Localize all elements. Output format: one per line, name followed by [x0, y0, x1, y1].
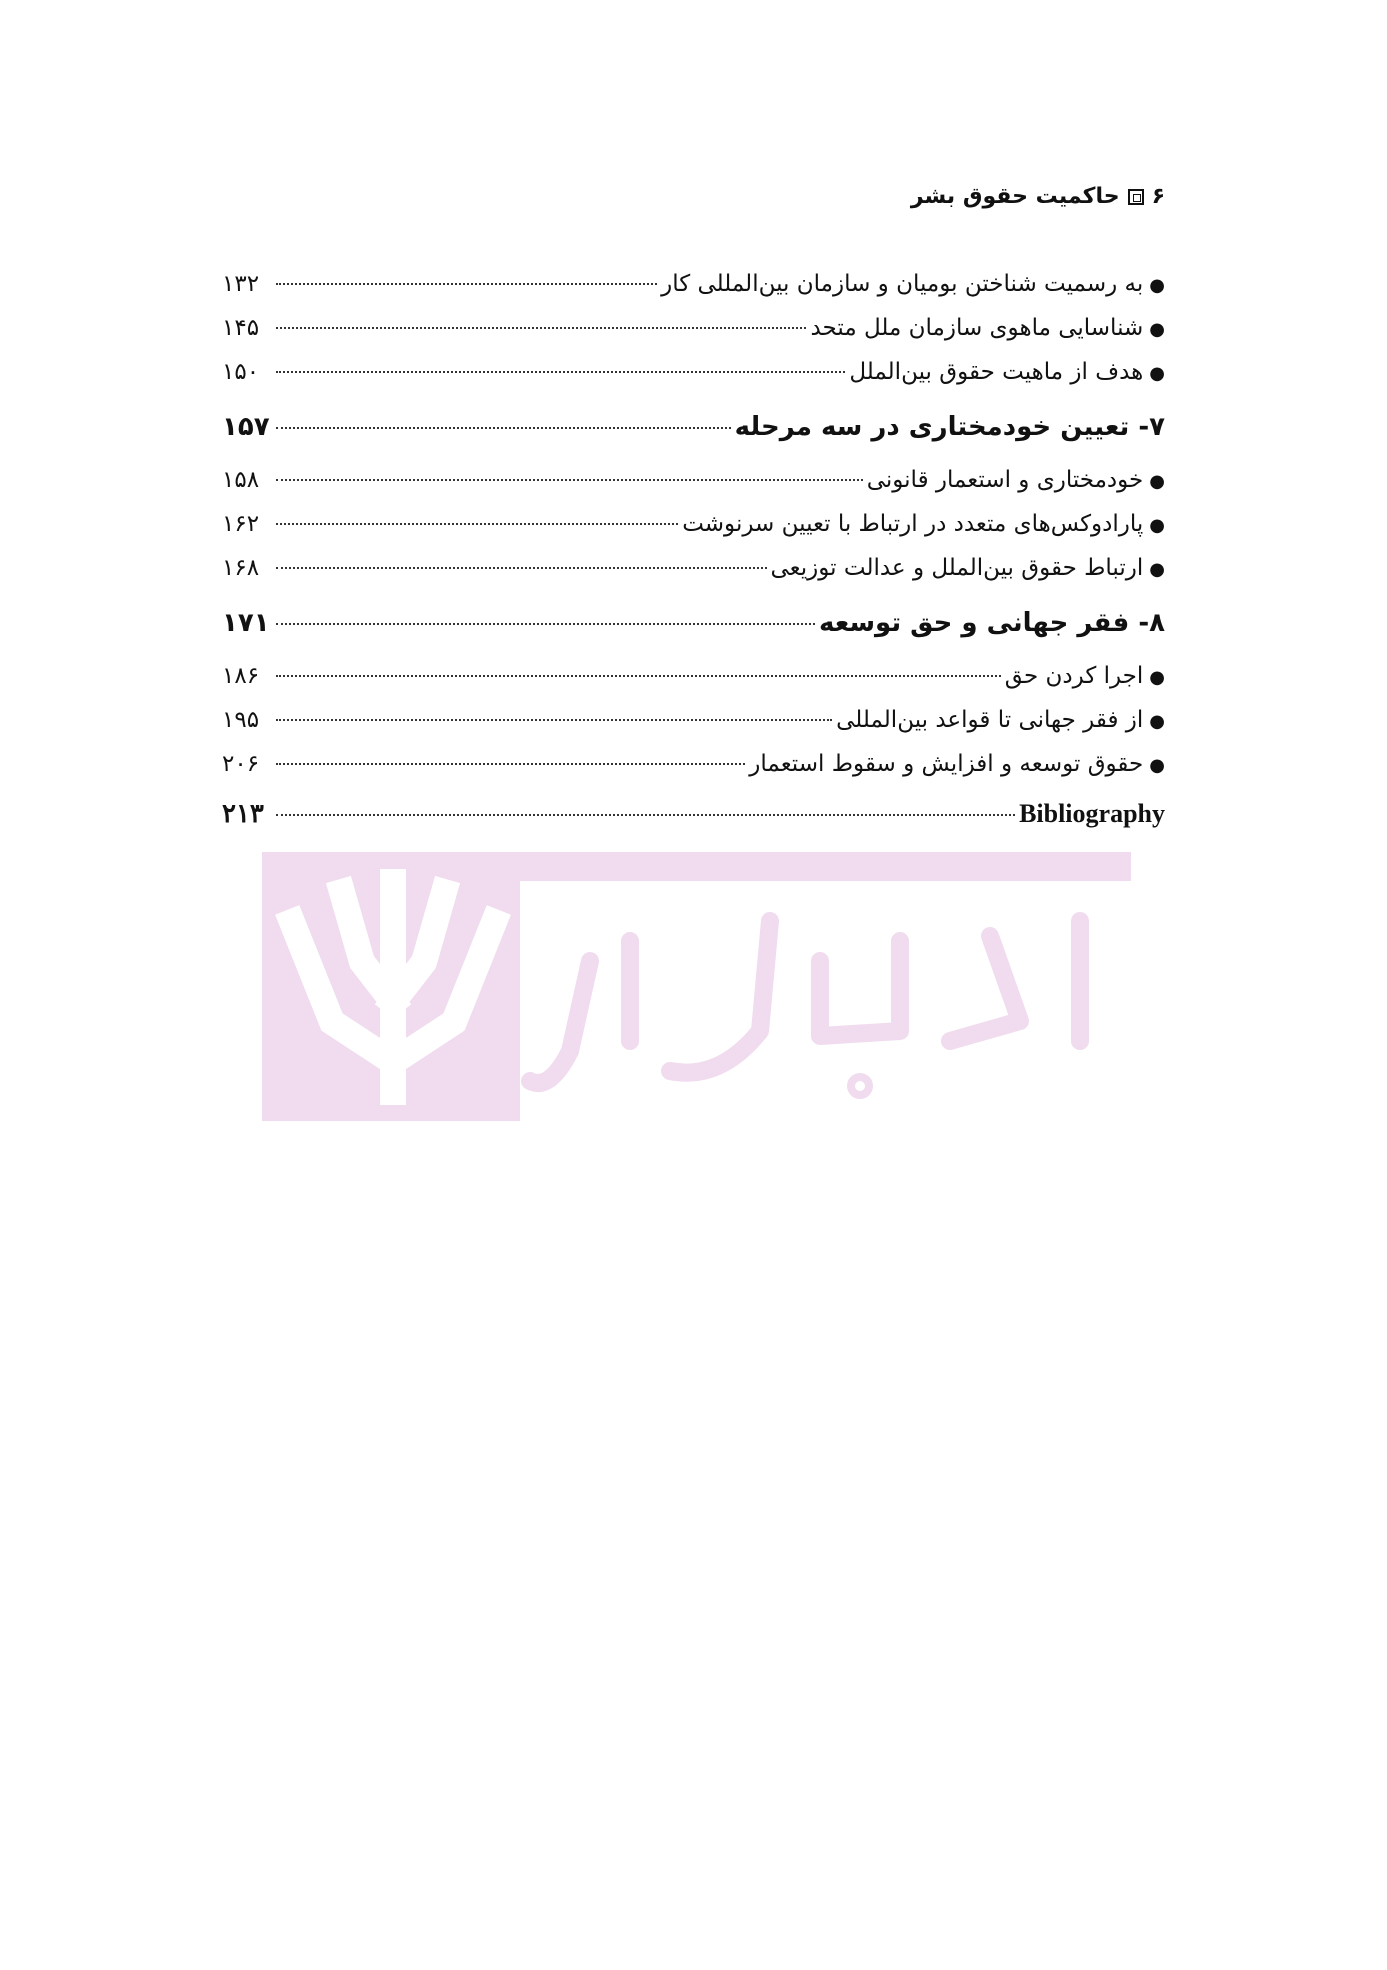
dot-leader [276, 675, 1001, 677]
toc-item [222, 306, 1165, 350]
toc-page-number: ۱۵۷ [222, 412, 270, 442]
toc-bibliography [222, 792, 1165, 836]
toc-item [222, 742, 1165, 786]
header-page-number: ۶ [1151, 184, 1165, 209]
watermark-panel [520, 881, 1131, 1121]
bullet-icon: ● [1149, 711, 1165, 732]
bullet-icon: ● [1149, 471, 1165, 492]
toc-page-number: ۱۶۲ [222, 511, 260, 537]
toc-item [222, 458, 1165, 502]
dot-leader [276, 523, 678, 525]
toc-page-number: ۱۵۸ [222, 467, 260, 493]
toc-item [222, 654, 1165, 698]
dot-leader [276, 719, 832, 721]
toc-title: Bibliography [1019, 799, 1165, 828]
dot-leader [276, 479, 863, 481]
square-ornament-icon [1128, 189, 1144, 205]
toc-title: هدف از ماهیت حقوق بین‌الملل [849, 359, 1144, 385]
toc-item [222, 698, 1165, 742]
dot-leader [276, 567, 767, 569]
toc-item [222, 350, 1165, 394]
toc-chapter [222, 596, 1165, 650]
toc-page-number: ۱۸۶ [222, 663, 260, 689]
dot-leader [276, 623, 815, 625]
toc-page-number: ۲۰۶ [222, 751, 260, 777]
toc-title: پارادوکس‌های متعدد در ارتباط با تعیین سرنوشت [682, 511, 1144, 537]
toc-title: خودمختاری و استعمار قانونی [866, 467, 1144, 493]
toc-title: به رسمیت شناختن بومیان و سازمان بین‌المللی کار [661, 271, 1144, 297]
toc-page-number: ۱۹۵ [222, 707, 260, 733]
toc-title: ۷- تعیین خودمختاری در سه مرحله [734, 412, 1165, 442]
toc-title: از فقر جهانی تا قواعد بین‌المللی [836, 707, 1144, 733]
toc-title: شناسایی ماهوی سازمان ملل متحد [810, 315, 1144, 341]
bullet-icon: ● [1149, 319, 1165, 340]
toc-page-number: ۱۷۱ [222, 608, 270, 638]
header-title: حاکمیت حقوق بشر [910, 184, 1120, 209]
dot-leader [276, 763, 745, 765]
dot-leader [276, 814, 1015, 816]
toc-item [222, 502, 1165, 546]
toc-title: ارتباط حقوق بین‌الملل و عدالت توزیعی [770, 555, 1144, 581]
dot-leader [276, 427, 731, 429]
toc-chapter [222, 400, 1165, 454]
toc-item [222, 546, 1165, 590]
bullet-icon: ● [1149, 559, 1165, 580]
watermark [262, 852, 1131, 1121]
dot-leader [276, 283, 657, 285]
bullet-icon: ● [1149, 363, 1165, 384]
bullet-icon: ● [1149, 515, 1165, 536]
bullet-icon: ● [1149, 275, 1165, 296]
toc-page-number: ۱۵۰ [222, 359, 260, 385]
table-of-contents [222, 262, 1165, 836]
running-header [911, 184, 1165, 209]
toc-page-number: ۱۳۲ [222, 271, 260, 297]
toc-item [222, 262, 1165, 306]
dot-leader [276, 371, 845, 373]
toc-page-number: ۱۴۵ [222, 315, 260, 341]
bullet-icon: ● [1149, 755, 1165, 776]
toc-page-number: ۱۶۸ [222, 555, 260, 581]
toc-title: ۸- فقر جهانی و حق توسعه [819, 608, 1165, 638]
toc-title: حقوق توسعه و افزایش و سقوط استعمار [749, 751, 1144, 777]
toc-title: اجرا کردن حق [1004, 663, 1144, 689]
dot-leader [276, 327, 806, 329]
bullet-icon: ● [1149, 667, 1165, 688]
toc-page-number: ۲۱۳ [222, 799, 264, 828]
